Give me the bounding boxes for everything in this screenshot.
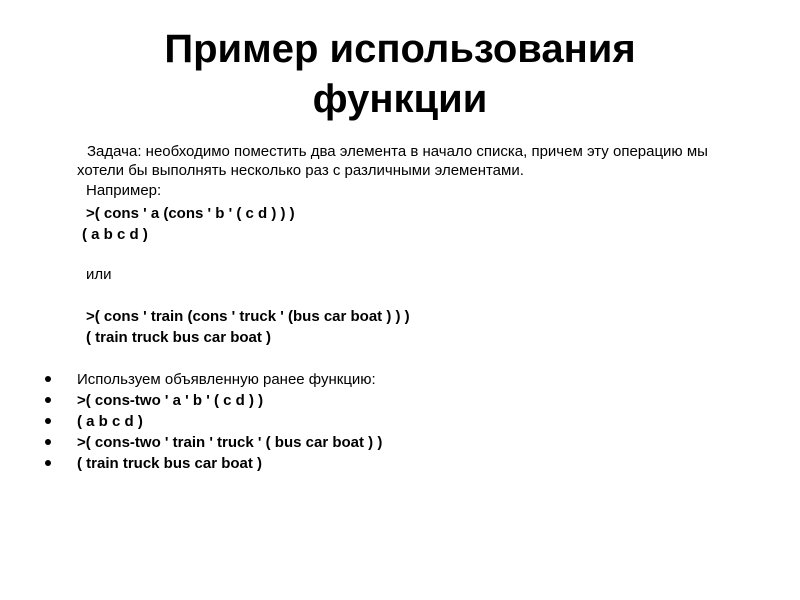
bullet-icon: [45, 418, 51, 424]
bullet-icon: [45, 397, 51, 403]
bullet-text: >( cons-two ' a ' b ' ( c d ) ): [77, 392, 264, 409]
title-line-2: функции: [312, 77, 488, 121]
bullet-text: >( cons-two ' train ' truck ' ( bus car boat ) ): [77, 434, 383, 451]
bullet-icon: [45, 376, 51, 382]
example-2-input: >( cons ' train (cons ' truck ' (bus car boat ) ) ): [86, 308, 410, 325]
example-label: Например:: [86, 182, 162, 199]
example-1-input: >( cons ' a (cons ' b ' ( c d ) ) ): [86, 205, 295, 222]
example-1-output: ( a b c d ): [82, 226, 148, 243]
bullet-icon: [45, 439, 51, 445]
bullet-text: Используем объявленную ранее функцию:: [77, 371, 376, 388]
example-2-output: ( train truck bus car boat ): [86, 329, 272, 346]
bullet-text: ( a b c d ): [77, 413, 143, 430]
bullet-icon: [45, 460, 51, 466]
title-line-1: Пример использования: [164, 27, 636, 71]
bullet-text: ( train truck bus car boat ): [77, 455, 263, 472]
or-label: или: [86, 266, 112, 283]
task-paragraph: Задача: необходимо поместить два элемента в начало списка, причем эту операцию мы хотели бы выполнять несколько раз с различными элементами.: [77, 143, 708, 179]
slide-title: [0, 24, 800, 124]
